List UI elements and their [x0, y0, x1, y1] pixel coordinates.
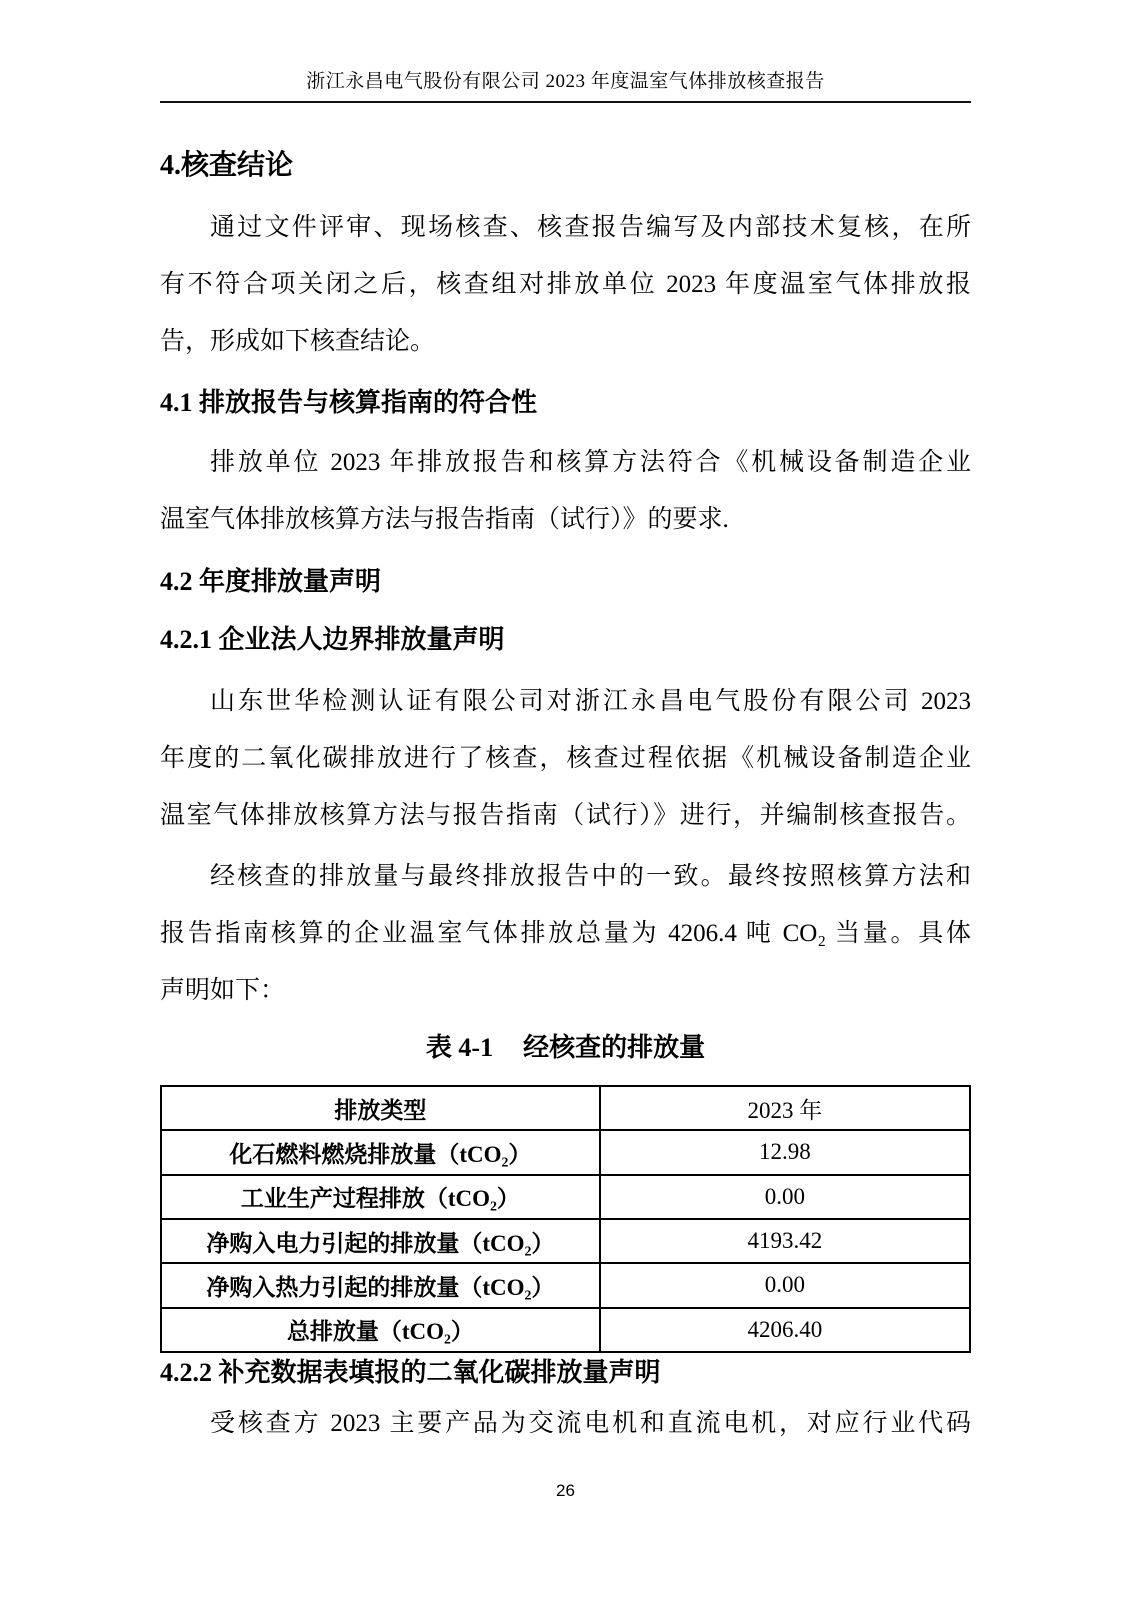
heading-4-1: 4.1 排放报告与核算指南的符合性 — [160, 388, 538, 417]
table-caption-text: 经核查的排放量 — [523, 1033, 706, 1062]
paragraph-verification-process — [160, 673, 971, 844]
heading-4-2-2: 4.2.2 补充数据表填报的二氧化碳排放量声明 — [160, 1358, 661, 1387]
paragraph-line: 山东世华检测认证有限公司对浙江永昌电气股份有限公司 2023 — [210, 688, 971, 715]
paragraph-line: 温室气体排放核算方法与报告指南（试行）》进行，并编制核查报告。 — [160, 802, 971, 829]
paragraph-supplementary-data — [160, 1395, 971, 1452]
table-cell-value: 12.98 — [600, 1130, 970, 1174]
table-cell-label: 净购入电力引起的排放量（tCO₂） — [161, 1219, 600, 1263]
table-cell-value: 0.00 — [600, 1175, 970, 1219]
table-row — [161, 1130, 970, 1174]
paragraph-compliance — [160, 434, 971, 548]
paragraph-line: 声明如下： — [160, 977, 286, 1004]
table-caption-label: 表 4-1 — [425, 1033, 494, 1062]
page-number: 26 — [556, 1481, 575, 1500]
heading-4-2-1: 4.2.1 企业法人边界排放量声明 — [160, 625, 505, 654]
paragraph-line: 年度的二氧化碳排放进行了核查，核查过程依据《机械设备制造企业 — [160, 745, 971, 772]
table-cell-label: 化石燃料燃烧排放量（tCO₂） — [161, 1130, 600, 1174]
paragraph-line: 报告指南核算的企业温室气体排放总量为 4206.4 吨 CO₂ 当量。具体 — [160, 920, 971, 947]
paragraph-line: 排放单位 2023 年排放报告和核算方法符合《机械设备制造企业 — [210, 449, 971, 476]
paragraph-line: 通过文件评审、现场核查、核查报告编写及内部技术复核，在所 — [210, 214, 971, 241]
paragraph-line: 有不符合项关闭之后，核查组对排放单位 2023 年度温室气体排放报 — [160, 271, 971, 298]
table-caption — [160, 1030, 971, 1066]
paragraph-line: 告，形成如下核查结论。 — [160, 328, 436, 355]
verified-emissions-table — [160, 1085, 971, 1353]
paragraph-total-emissions — [160, 848, 971, 1019]
table-cell-value: 4206.40 — [600, 1308, 970, 1352]
table-cell-value: 0.00 — [600, 1263, 970, 1307]
table-row — [161, 1175, 970, 1219]
table-cell-value: 4193.42 — [600, 1219, 970, 1263]
paragraph-line: 受核查方 2023 主要产品为交流电机和直流电机，对应行业代码 — [210, 1410, 971, 1437]
table-row — [161, 1308, 970, 1352]
heading-4-2: 4.2 年度排放量声明 — [160, 567, 382, 596]
table-cell-label: 工业生产过程排放（tCO₂） — [161, 1175, 600, 1219]
page-header-title: 浙江永昌电气股份有限公司 2023 年度温室气体排放核查报告 — [160, 70, 971, 103]
table-cell-label: 净购入热力引起的排放量（tCO₂） — [161, 1263, 600, 1307]
heading-4: 4.核查结论 — [160, 150, 294, 181]
table-header-emission-type: 排放类型 — [161, 1086, 600, 1130]
paragraph-line: 经核查的排放量与最终排放报告中的一致。最终按照核算方法和 — [210, 863, 971, 890]
paragraph-conclusion — [160, 199, 971, 370]
table-cell-label: 总排放量（tCO₂） — [161, 1308, 600, 1352]
table-row — [161, 1219, 970, 1263]
table-header-year: 2023 年 — [600, 1086, 970, 1130]
table-header-row — [161, 1086, 970, 1130]
table-row — [161, 1263, 970, 1307]
paragraph-line: 温室气体排放核算方法与报告指南（试行）》的要求. — [160, 506, 729, 533]
